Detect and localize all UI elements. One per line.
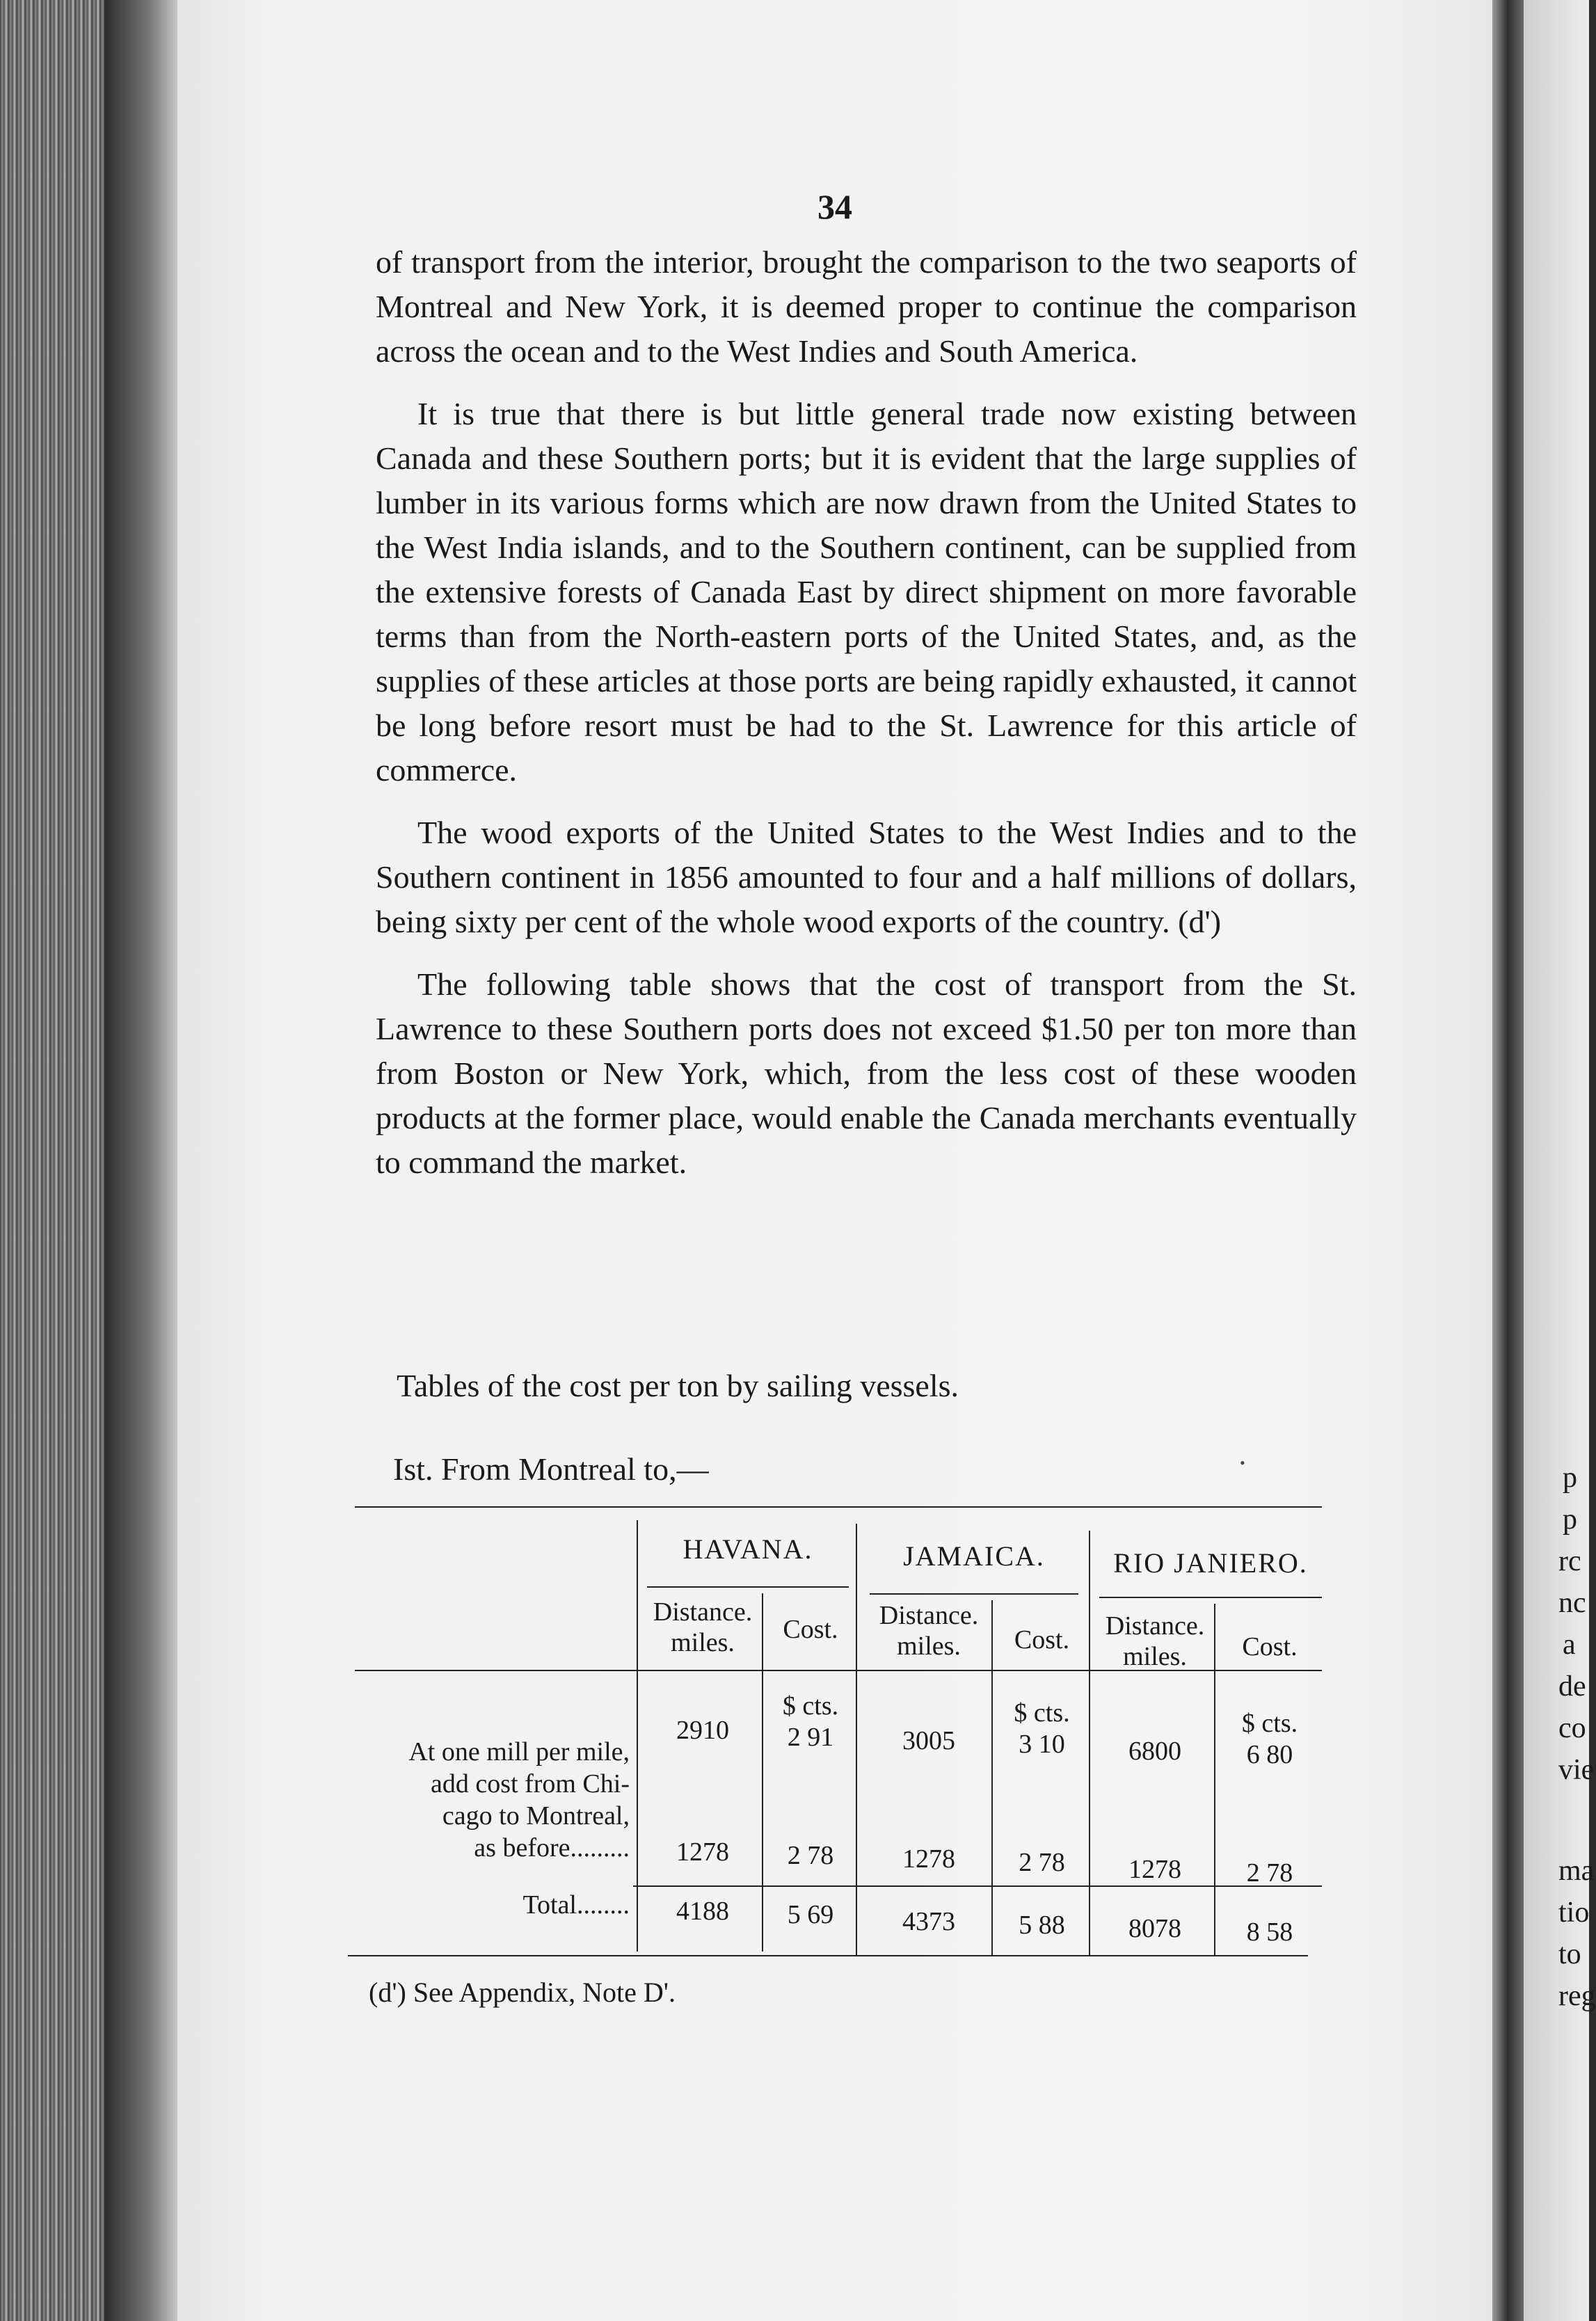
table-title: Tables of the cost per ton by sailing vessels. — [397, 1368, 959, 1403]
adjacent-page — [1524, 0, 1596, 2321]
rio-currency-header: $ cts. — [1241, 1709, 1298, 1738]
jamaica-distance-1: 3005 — [902, 1726, 955, 1755]
book-gutter — [1492, 0, 1524, 2321]
paragraph-2: It is true that there is but little general trade now existing between Canada and these Southern ports; but it is evident that the large supplies of lumber in its various forms which are now drawn from the United States to the West India islands, and to the Southern continent, can be supplied from the extensive forests of Canada East by direct shipment on more favorable terms than from the North-eastern ports of the United States, and, as the supplies of these articles at those ports are being rapidly exhausted, it cannot be long before resort must be had to the St. Lawrence for this article of commerce. — [376, 396, 1357, 788]
adjacent-fragment: p — [1563, 1462, 1577, 1494]
jamaica-total-distance: 4373 — [902, 1907, 955, 1936]
adjacent-fragment: reg — [1558, 1980, 1596, 2012]
subheader-cost: Cost. — [1242, 1632, 1298, 1661]
havana-distance-1: 2910 — [676, 1716, 729, 1745]
row-label-line-3: cago to Montreal, — [442, 1801, 630, 1831]
header-rio-janiero: RIO JANIERO. — [1113, 1547, 1308, 1579]
rio-distance-1: 6800 — [1128, 1737, 1181, 1766]
havana-cost-2: 2 78 — [787, 1841, 834, 1870]
book-edge-shadow — [104, 0, 181, 2321]
row-label-line-2: add cost from Chi- — [430, 1769, 630, 1798]
jamaica-cost-1: 3 10 — [1019, 1730, 1065, 1759]
vline-1 — [637, 1520, 638, 1952]
jamaica-total-cost: 5 88 — [1019, 1911, 1065, 1940]
vline-3 — [856, 1524, 857, 1955]
rio-total-cost: 8 58 — [1246, 1917, 1293, 1947]
header-jamaica: JAMAICA. — [903, 1540, 1045, 1572]
total-label: Total........ — [522, 1890, 630, 1920]
adjacent-fragment: rc — [1558, 1545, 1581, 1577]
paragraph-1: of transport from the interior, brought the comparison to the two seaports of Montreal and New York, it is deemed proper to continue the comparison across the ocean and to the West Indies and South America. — [376, 244, 1357, 369]
jamaica-rule — [870, 1593, 1078, 1595]
adjacent-fragment: nc — [1558, 1587, 1586, 1619]
subheader-distance: Distance. miles. — [653, 1597, 753, 1657]
table-bottom-rule — [348, 1955, 1308, 1956]
jamaica-cost-2: 2 78 — [1019, 1848, 1065, 1877]
subheader-cost: Cost. — [1014, 1625, 1070, 1654]
row-label-line-4: as before......... — [474, 1833, 630, 1863]
ink-speck: • — [1240, 1454, 1245, 1471]
havana-total-cost: 5 69 — [787, 1900, 834, 1929]
rio-rule — [1099, 1597, 1322, 1598]
jamaica-distance-2: 1278 — [902, 1844, 955, 1874]
footnote: (d') See Appendix, Note D'. — [369, 1977, 676, 2008]
havana-total-distance: 4188 — [676, 1897, 729, 1926]
subheader-cost: Cost. — [783, 1615, 838, 1644]
jamaica-currency-header: $ cts. — [1014, 1698, 1070, 1728]
vline-5 — [1089, 1531, 1090, 1955]
rio-cost-1: 6 80 — [1246, 1740, 1293, 1769]
adjacent-fragment: p — [1563, 1504, 1577, 1536]
table-subtitle: Ist. From Montreal to,— — [393, 1451, 709, 1487]
body-text — [376, 240, 1357, 1203]
havana-rule — [647, 1586, 849, 1588]
adjacent-fragment: vie — [1558, 1754, 1595, 1786]
paragraph-4: The following table shows that the cost of transport from the St. Lawrence to these Southern ports does not exceed $1.50 per ton more than from Boston or New York, which, from the less cost of these wooden products at the former place, would enable the Canada merchants eventually to command the market. — [376, 966, 1357, 1180]
adjacent-fragment: de — [1558, 1670, 1586, 1702]
subheader-distance: Distance. miles. — [1105, 1611, 1205, 1671]
havana-currency-header: $ cts. — [782, 1691, 839, 1721]
subheader-distance: Distance. miles. — [879, 1601, 979, 1661]
rio-cost-2: 2 78 — [1246, 1858, 1293, 1888]
adjacent-fragment: to — [1558, 1938, 1581, 1970]
paragraph-3: The wood exports of the United States to the West Indies and to the Southern continent in 1856 amounted to four and a half millions of dollars, being sixty per cent of the whole wood exports of the country. (d') — [376, 815, 1357, 939]
rio-distance-2: 1278 — [1128, 1855, 1181, 1884]
adjacent-fragment: co — [1558, 1712, 1586, 1744]
header-havana: HAVANA. — [683, 1533, 813, 1565]
book-edge-left — [0, 0, 104, 2321]
row-label-line-1: At one mill per mile, — [408, 1737, 630, 1766]
table-top-rule — [355, 1506, 1322, 1508]
page-number: 34 — [817, 187, 852, 226]
havana-cost-1: 2 91 — [787, 1723, 834, 1752]
adjacent-fragment: tio — [1558, 1897, 1590, 1929]
rio-total-distance: 8078 — [1128, 1914, 1181, 1943]
adjacent-fragment: ma — [1558, 1855, 1595, 1887]
adjacent-fragment: a — [1563, 1629, 1576, 1661]
havana-distance-2: 1278 — [676, 1837, 729, 1867]
